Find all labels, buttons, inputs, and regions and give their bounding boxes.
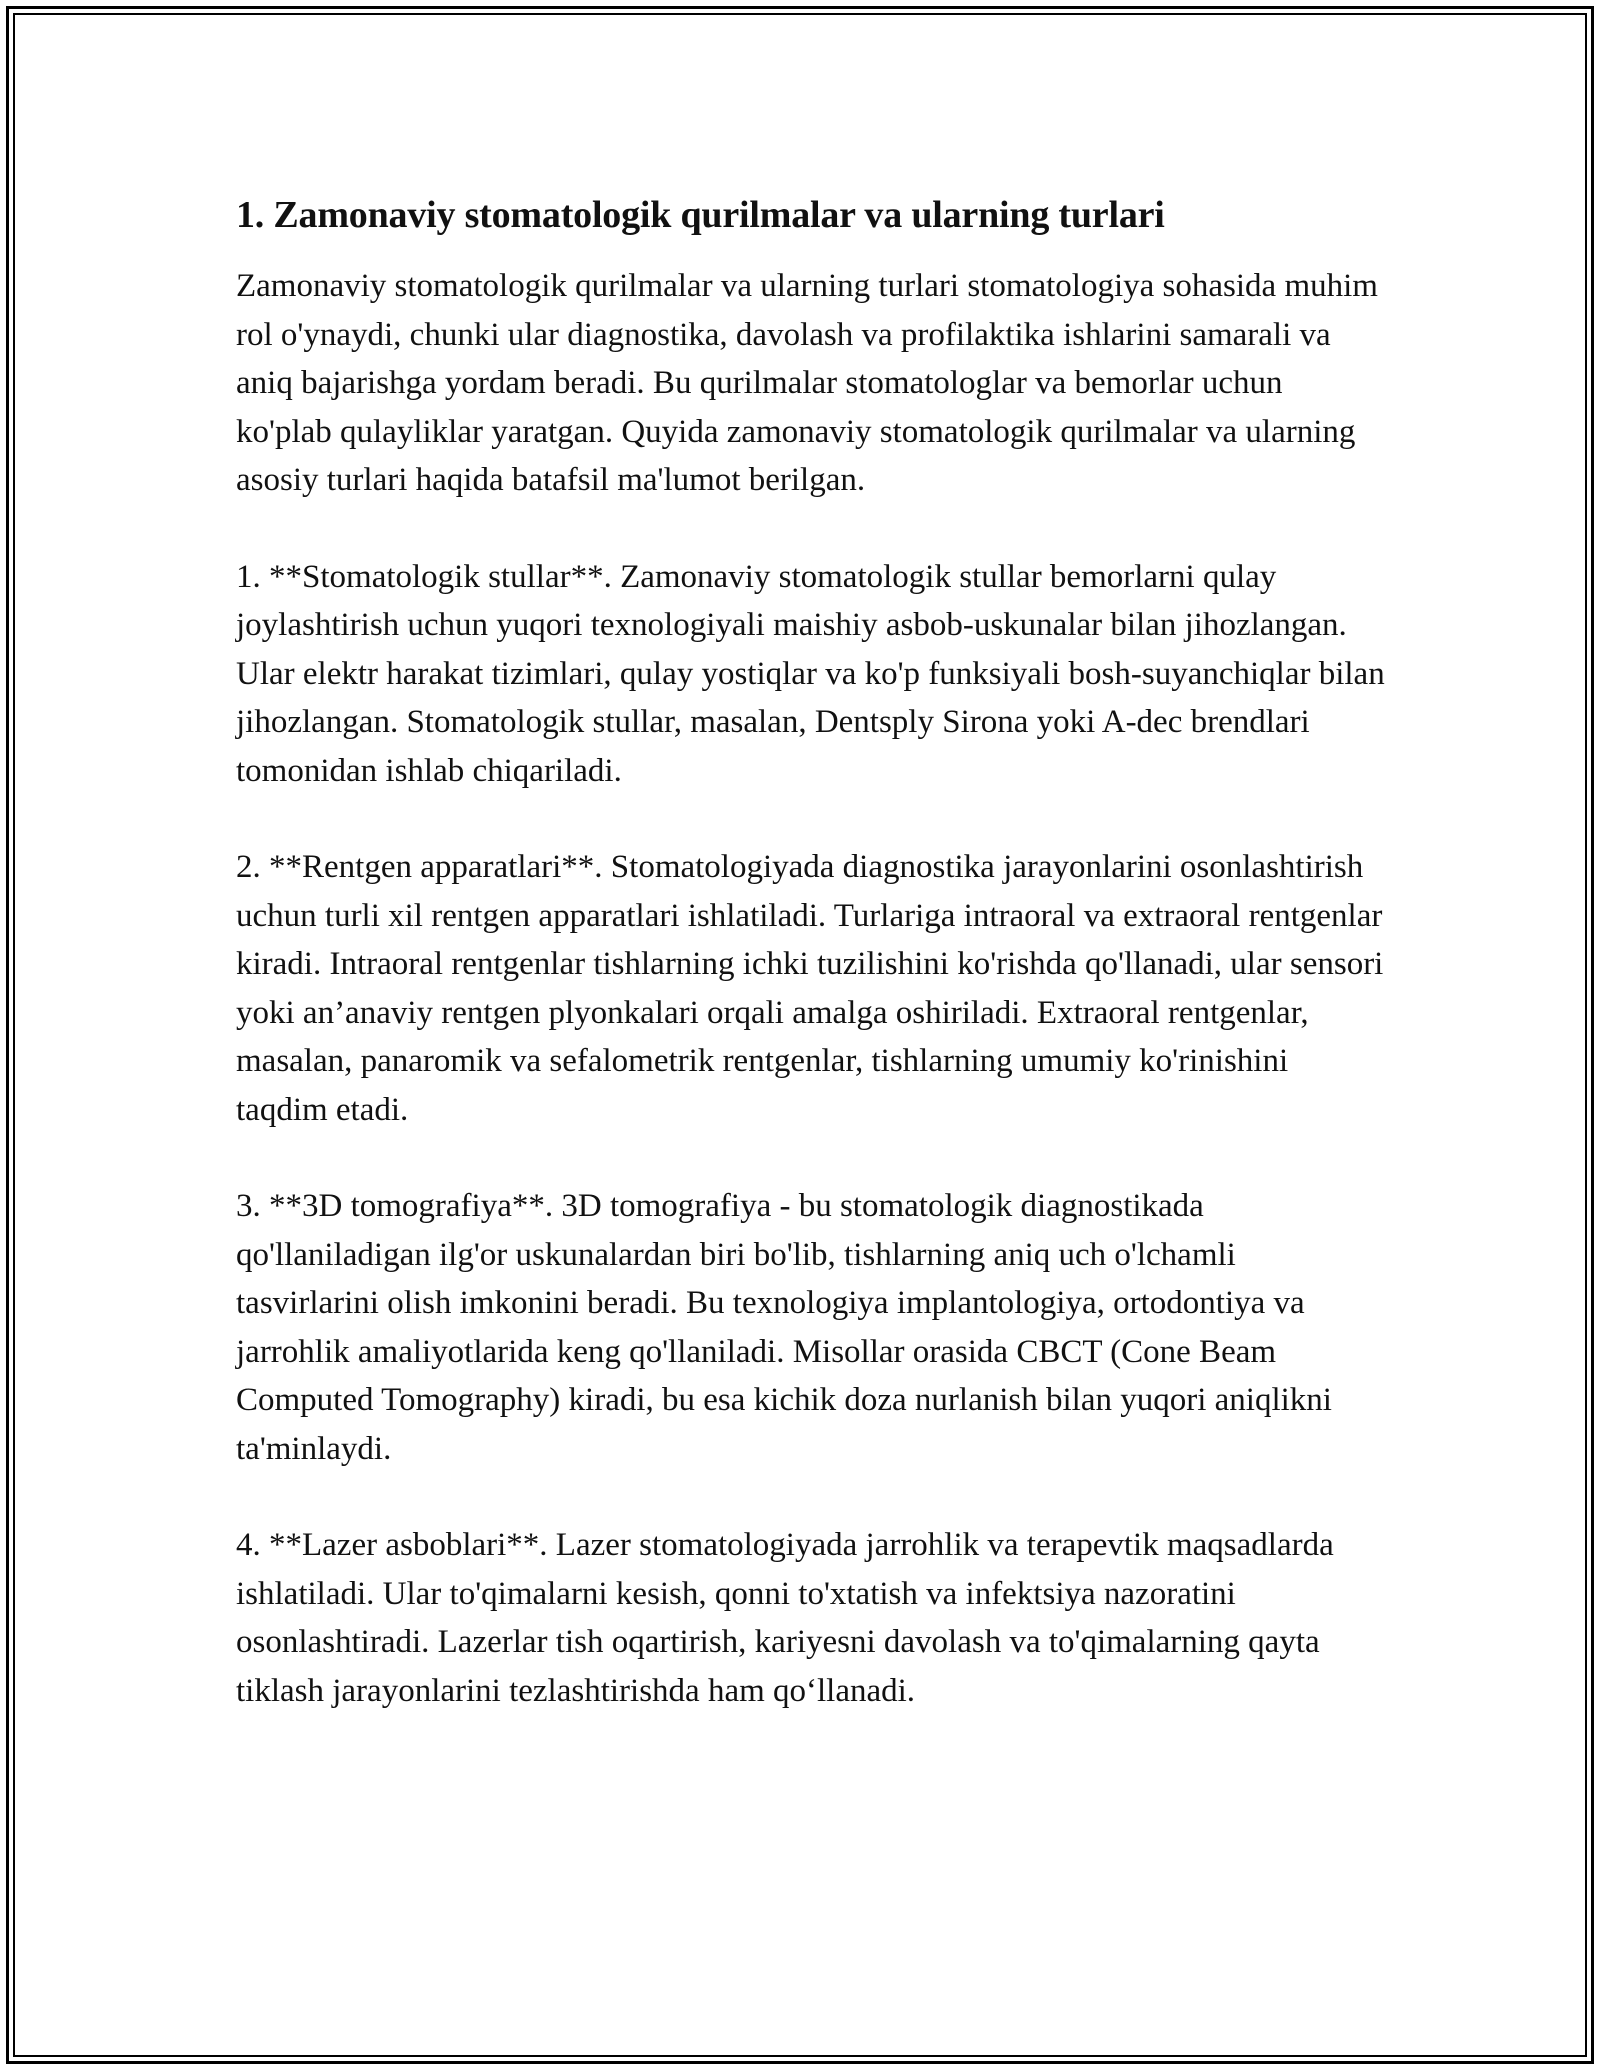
paragraph-rentgen-apparatlari: 2. **Rentgen apparatlari**. Stomatologiyada diagnostika jarayonlarini osonlashtirish uchun turli xil rentgen apparatlari ishlatiladi. Turlariga intraoral va extraoral rentgenlar kiradi. Intraoral rentgenlar tishlarning ichki tuzilishini ko'rishda qo'llanadi, ular sensori yoki an’anaviy rentgen plyonkalari orqali amalga oshiriladi. Extraoral rentgenlar, masalan, panaromik va sefalometrik rentgenlar, tishlarning umumiy ko'rinishini taqdim etadi.: [236, 849, 1384, 1128]
section-heading: 1. Zamonaviy stomatologik qurilmalar va ularning turlari: [236, 194, 1165, 236]
paragraph-lazer-asboblari: 4. **Lazer asboblari**. Lazer stomatologiyada jarrohlik va terapevtik maqsadlarda ishlatiladi. Ular to'qimalarni kesish, qonni to'xtatish va infektsiya nazoratini osonlashtiradi. Lazerlar tish oqartirish, kariyesni davolash va to'qimalarning qayta tiklash jarayonlarini tezlashtirishda ham qo‘llanadi.: [236, 1527, 1334, 1709]
intro-paragraph: Zamonaviy stomatologik qurilmalar va ularning turlari stomatologiya sohasida muhim rol o'ynaydi, chunki ular diagnostika, davolash va profilaktika ishlarini samarali va aniq bajarishga yordam beradi. Bu qurilmalar stomatologlar va bemorlar uchun ko'plab qulayliklar yaratgan. Quyida zamonaviy stomatologik qurilmalar va ularning asosiy turlari haqida batafsil ma'lumot berilgan.: [236, 268, 1378, 498]
paragraph-3d-tomografiya: 3. **3D tomografiya**. 3D tomografiya - bu stomatologik diagnostikada qo'llaniladigan ilg'or uskunalardan biri bo'lib, tishlarning aniq uch o'lchamli tasvirlarini olish imkonini beradi. Bu texnologiya implantologiya, ortodontiya va jarrohlik amaliyotlarida keng qo'llaniladi. Misollar orasida CBCT (Cone Beam Computed Tomography) kiradi, bu esa kichik doza nurlanish bilan yuqori aniqlikni ta'minlaydi.: [236, 1188, 1332, 1467]
paragraph-stomatologik-stullar: 1. **Stomatologik stullar**. Zamonaviy stomatologik stullar bemorlarni qulay joylashtirish uchun yuqori texnologiyali maishiy asbob-uskunalar bilan jihozlangan. Ular elektr harakat tizimlari, qulay yostiqlar va ko'p funksiyali bosh-suyanchiqlar bilan jihozlangan. Stomatologik stullar, masalan, Dentsply Sirona yoki A-dec brendlari tomonidan ishlab chiqariladi.: [236, 558, 1385, 789]
document-body: [236, 186, 1386, 1763]
